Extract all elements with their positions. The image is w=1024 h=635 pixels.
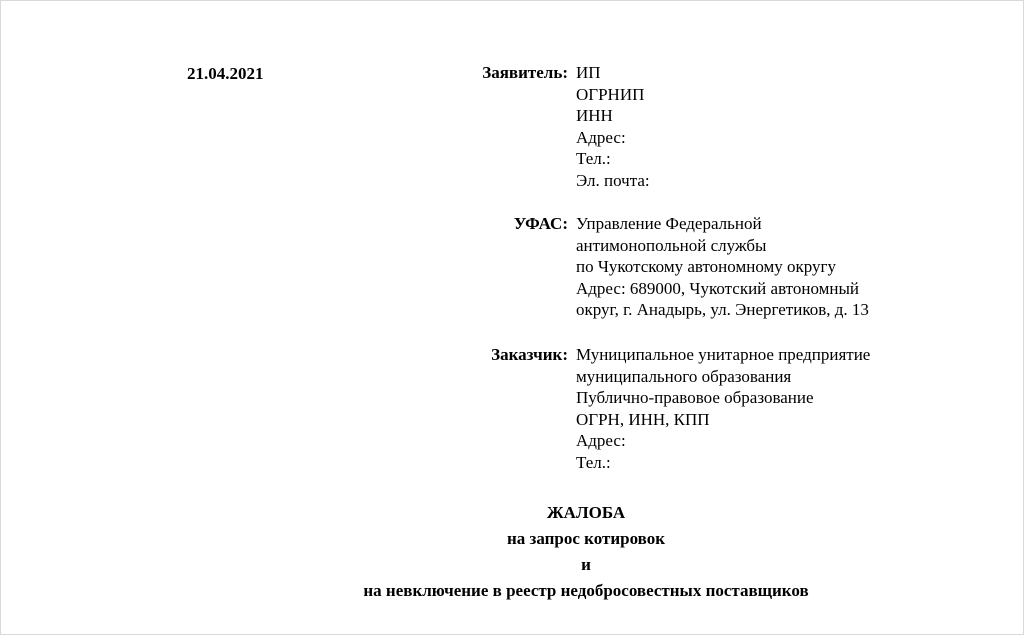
complaint-title: ЖАЛОБА xyxy=(546,503,626,522)
customer-line: муниципального образования xyxy=(576,366,792,386)
customer-line: Адрес: xyxy=(576,431,626,450)
applicant-line: Эл. почта: xyxy=(576,170,650,190)
ufas-label: УФАС: xyxy=(513,214,568,233)
applicant-line: Адрес: xyxy=(576,127,626,147)
complaint-heading xyxy=(1,500,1024,604)
ufas-line: Адрес: 689000, Чукотский автономный xyxy=(576,278,860,298)
applicant-block xyxy=(301,62,650,191)
customer-line: Тел.: xyxy=(576,452,611,472)
customer-label: Заказчик: xyxy=(491,345,568,364)
complaint-subtitle: на запрос котировок xyxy=(506,529,666,548)
complaint-subject: на невключение в реестр недобросовестных поставщиков xyxy=(363,581,809,600)
applicant-label: Заявитель: xyxy=(482,63,568,82)
customer-line: ОГРН, ИНН, КПП xyxy=(576,409,710,429)
customer-line: Муниципальное унитарное предприятие xyxy=(576,345,871,364)
applicant-line: ИНН xyxy=(576,106,613,125)
ufas-line: по Чукотскому автономному округу xyxy=(576,257,837,276)
applicant-line: ОГРНИП xyxy=(576,84,645,104)
applicant-line: Тел.: xyxy=(576,149,611,168)
customer-line: Публично-правовое образование xyxy=(576,388,814,407)
ufas-line: Управление Федеральной xyxy=(576,214,762,233)
customer-block xyxy=(301,344,870,473)
ufas-line: округ, г. Анадырь, ул. Энергетиков, д. 13 xyxy=(576,300,869,319)
ufas-block xyxy=(301,213,869,321)
applicant-line: ИП xyxy=(576,63,601,82)
applicant-details xyxy=(576,62,650,191)
document-date: 21.04.2021 xyxy=(187,64,264,83)
ufas-details xyxy=(576,213,869,321)
complaint-conjunction: и xyxy=(581,555,591,574)
ufas-line: антимонопольной службы xyxy=(576,235,767,255)
customer-details xyxy=(576,344,870,473)
